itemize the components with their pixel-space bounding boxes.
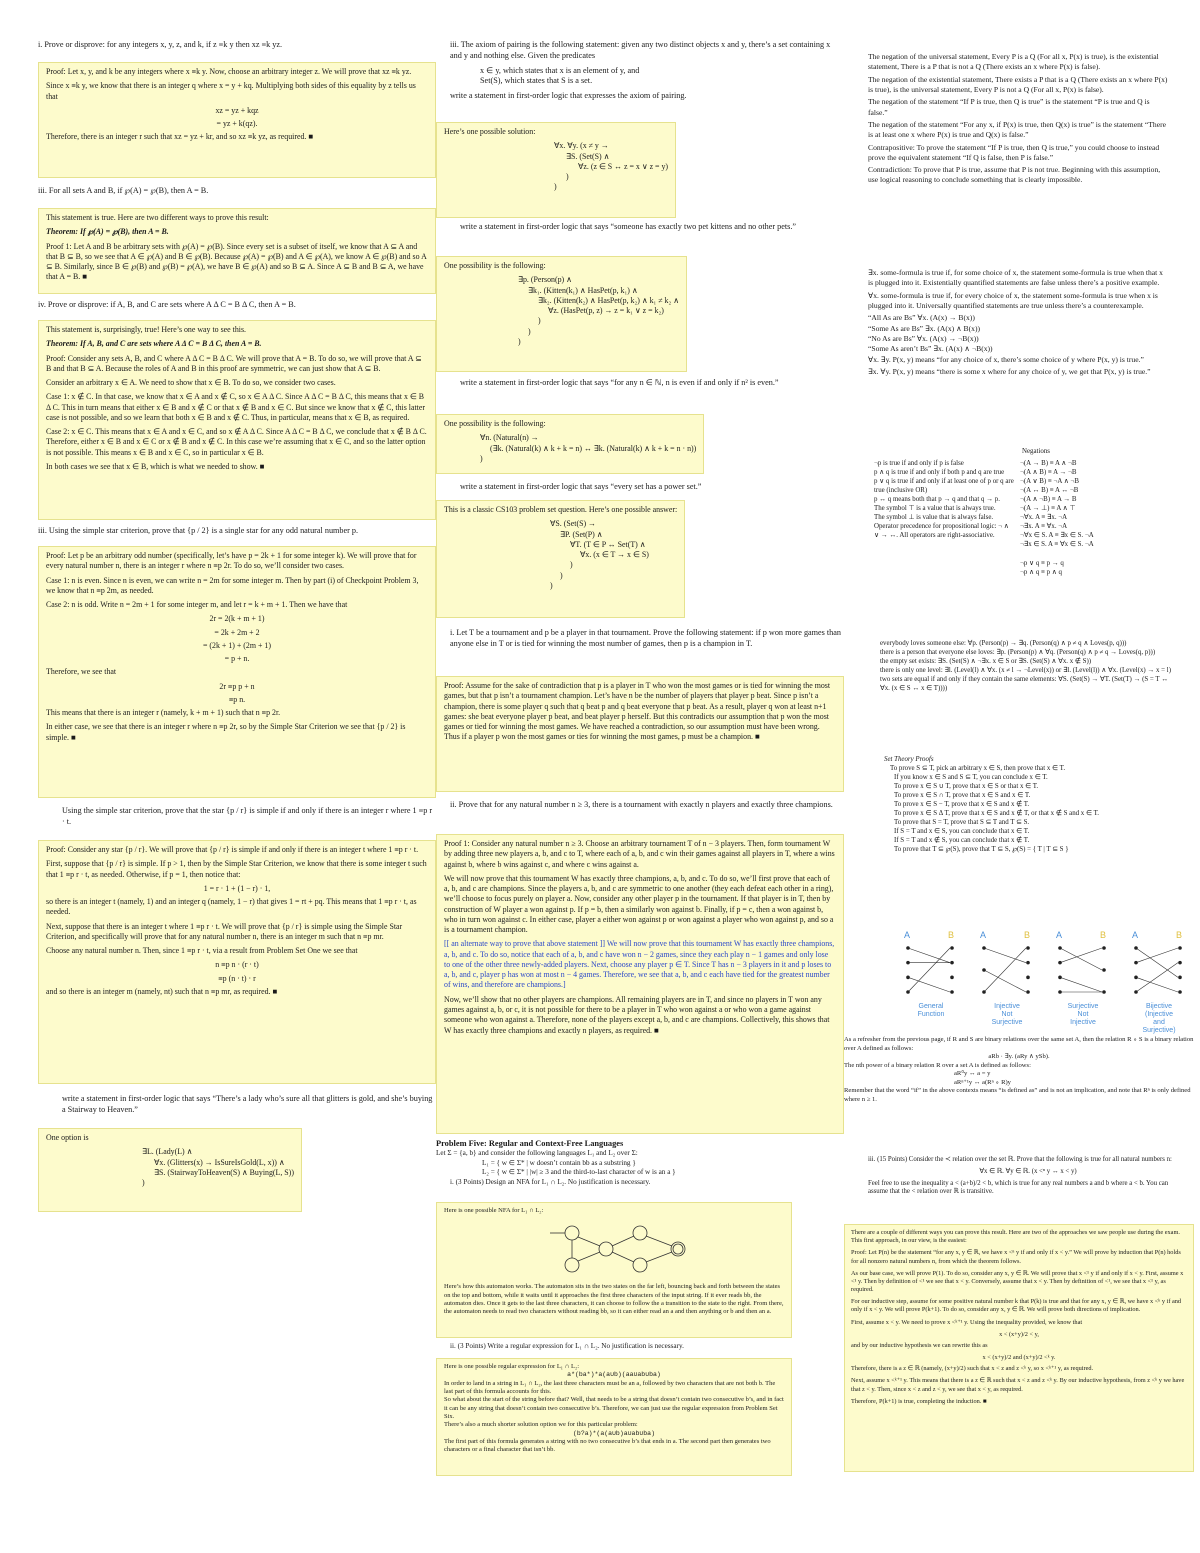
proof-text: Here’s how this automaton works. The automaton sits in the two states on the far left, bouncing back and forth between the states on the top and bottom, while it waits until it approaches the first three characters of the input string. If it ever reads bb, the automaton dies. Once it gets to the last three characters, it can choose to follow the a transition to the state to the right. From there, the automaton needs to read two characters without reading bb, so it can either read an a and then anything or b and then an a. — [444, 1283, 784, 1316]
proof-text: Therefore, P(k+1) is true, completing the induction. ■ — [851, 1397, 987, 1405]
domain-label: A — [1132, 930, 1139, 940]
question-text: write a statement in first-order logic that expresses the axiom of pairing. — [450, 91, 687, 101]
equation-line: = 2k + 2m + 2 — [214, 627, 260, 637]
question-powerset — [38, 186, 436, 197]
question-text: iii. For all sets A and B, if ℘(A) = ℘(B), then A = B. — [38, 186, 209, 195]
question-text: write a statement in first-order logic that says “someone has exactly two pet kittens and no other pets.” — [460, 222, 797, 231]
rule-line: To prove that S = T, prove that S ⊆ T and T ⊆ S. — [894, 818, 1030, 826]
problem-text: Let Σ = {a, b} and consider the following languages L₁ and L₂ over Σ: — [436, 1149, 638, 1158]
formula-line: ∃S. (Set(S) ∧ — [566, 151, 610, 161]
nfa-state — [633, 1226, 647, 1240]
alternate-proof-text: [[ an alternate way to prove that above statement ]] We will now prove that this tournament W has exactly three champions, a, b, and c. To do so, notice that each of a, b, and c have won n − 2 games, since they each play n − 1 games and only lose to one of the other three newly-added players. Next, choose any player p ∈ T. Since T has n − 3 players in it and p loses to a, b, and c, player p has won at most n − 4 games. Therefore, we see that a, b, and c each have tied for the greatest number of wins, and therefore are champions.] — [444, 939, 835, 990]
domain-label: A — [980, 930, 987, 940]
question-kittens — [460, 222, 844, 233]
equation-line: ∀x ∈ ℝ. ∀y ∈ ℝ. (x <ⁿ y ↔ x < y) — [979, 1167, 1077, 1175]
note-text: The negation of the statement “If P is true, then Q is true” is the statement “P is true and Q is false.” — [868, 97, 1150, 117]
rule-line: ¬∃x. A ≡ ∀x. ¬A — [1020, 522, 1068, 530]
note-text: Remember that the word “if” in the above contexts means “is defined as” and is not an implication, and note that Rⁿ is only defined where n ≥ 1. — [844, 1087, 1191, 1103]
question-lady — [62, 1094, 436, 1116]
question-champion — [450, 628, 844, 650]
codomain-label: B — [1024, 930, 1031, 940]
proof-text: In order to land in a string in L₁ ∩ L₂, the last three characters must be an a, followed by two characters that are not both b. The last part of this formula accounts for this. — [444, 1379, 776, 1395]
answer-powerset — [38, 208, 436, 294]
mapping-arrow — [908, 948, 950, 963]
question-symdiff — [38, 300, 436, 311]
example-line: there is a person that everyone else loves: ∃p. (Person(p) ∧ ∀q. (Person(q) ∧ p ≠ q → Loves(q, p))) — [880, 648, 1156, 656]
rule-line: To prove x ∈ S − T, prove that x ∈ S and x ∉ T. — [894, 800, 1030, 808]
note-text: Operator precedence for propositional logic: ¬ ∧ ∨ → ↔. All operators are right-associative. — [874, 522, 1009, 539]
diagram-caption: Surjective — [1067, 1003, 1099, 1010]
domain-point — [982, 990, 986, 994]
diagram-caption: (Injective — [1144, 1011, 1174, 1018]
question-even — [460, 378, 844, 389]
codomain-point — [950, 961, 954, 965]
answer-congruence — [38, 62, 436, 178]
question-text: write a statement in first-order logic that says “for any n ∈ ℕ, n is even if and only if n² is even.” — [460, 378, 779, 387]
formula-line: ∀z. (HasPet(p, z) → z = k₁ ∨ z = k₂) — [548, 306, 664, 316]
rule-line: To prove that T ⊆ ℘(S), prove that T ⊆ S, ℘(S) = { T | T ⊆ S } — [894, 845, 1069, 853]
formula-line: ) — [550, 580, 553, 590]
note-text: ∃x. some-formula is true if, for some choice of x, the statement some-formula is true when that x is plugged into it. Existentially quantified statements are false unless there’s a positive example. — [868, 268, 1163, 288]
example-line: two sets are equal if and only if they contain the same elements: ∀S. (Set(S) → ∀T. (Set(T) → (S = T ↔ ∀x. (x ∈ S ↔ x ∈ T)))) — [880, 675, 1169, 692]
formula — [444, 519, 677, 591]
function-diagram-svg — [1048, 928, 1118, 1028]
proof-text: This is a classic CS103 problem set question. Here’s one possible answer: — [444, 505, 678, 514]
formula-line: ∃S. (StairwayToHeaven(S) ∧ Buying(L, S)) — [154, 1167, 294, 1177]
codomain-point — [950, 976, 954, 980]
nfa-transition — [646, 1252, 672, 1262]
example-line: there is only one level: ∃l. (Level(l) ∧ ∀x. (x ≠ l → ¬Level(x)) or ∃l. (Level(l)) ∧ ∀x. (Level(x) → x = l) — [880, 666, 1172, 674]
formula-line: (∃k. (Natural(k) ∧ k + k = n) ↔ ∃k. (Natural(k) ∧ k + k = n · n)) — [490, 443, 697, 453]
proof-text: Next, suppose that there is an integer t where 1 ≡p r · t. We will prove that {p / r} is simple using the Simple Star Criterion, and specifically will prove that for any natural number n, there is an integer m such that n ≡p mr. — [46, 921, 403, 941]
nfa-transition — [646, 1236, 672, 1246]
equation-line: 1 = r · 1 + (1 − r) · 1, — [203, 883, 271, 893]
proof-text: Proof: Let p be an arbitrary odd number (specifically, let’s have p = 2k + 1 for some integer k). We will prove that for every natural number n, there is an integer r where n ≡p 2r. To do so, we’ll consider two cases. — [46, 551, 417, 571]
equation-line: aRb · ∃y. (aRy ∧ ySb). — [988, 1053, 1050, 1061]
formula — [444, 275, 679, 347]
equation-line: x < (x+y)/2 < y, — [999, 1330, 1039, 1338]
domain-label: A — [1056, 930, 1063, 940]
domain-point — [906, 946, 910, 950]
diagram-caption: Not — [1077, 1011, 1089, 1018]
function-diagram-surjective — [1048, 928, 1118, 1032]
function-diagram-bijective — [1124, 928, 1194, 1032]
rule-line: To prove x ∈ S ∪ T, prove that x ∈ S or that x ∈ T. — [894, 782, 1039, 790]
answer-nfa — [436, 1202, 792, 1338]
answer-relation — [844, 1224, 1194, 1472]
mapping-arrow — [908, 948, 950, 992]
answer-kittens — [436, 256, 687, 372]
mapping-arrow — [984, 948, 1026, 963]
equation-line: ≡p (n · t) · r — [218, 973, 256, 983]
diagram-caption: Surjective) — [1142, 1027, 1176, 1034]
question-text: i. (3 Points) Design an NFA for L₁ ∩ L₂. No justification is necessary. — [450, 1177, 651, 1186]
domain-point — [1134, 976, 1138, 980]
proof-text: and so there is an integer m (namely, nt) such that n ≡p mr, as required. ■ — [46, 986, 278, 996]
rule-line: ¬(A ↔ B) ≡ A ↔ ¬B — [1020, 486, 1079, 494]
domain-point — [906, 976, 910, 980]
codomain-label: B — [948, 930, 955, 940]
domain-point — [1134, 990, 1138, 994]
proof-text: In either case, we see that there is an integer r where n ≡p 2r, so by the Simple Star Criterion we see that {p / 2} is simple. ■ — [46, 722, 406, 742]
formula-line: ∃P. (Set(P) ∧ — [560, 529, 603, 539]
formula-line: ) — [538, 316, 541, 326]
proof-text: In both cases we see that x ∈ B, which is what we needed to show. ■ — [46, 461, 265, 471]
equation-line: aRⁿ⁺¹y ↔ a(Rⁿ ∘ R)y — [954, 1078, 1011, 1086]
proof-text: Consider an arbitrary x ∈ A. We need to show that x ∈ B. To do so, we consider two cases. — [46, 378, 336, 388]
codomain-point — [1102, 946, 1106, 950]
language-definition: L₂ = { w ∈ Σ* | |w| ≥ 3 and the third-to-last character of w is an a } — [482, 1168, 676, 1177]
formula-line: ∃k₂. (Kitten(k₂) ∧ HasPet(p, k₂) ∧ k₁ ≠ k₂ ∧ — [538, 295, 679, 305]
note-text: “Some As are Bs” ∃x. (A(x) ∧ B(x)) — [868, 323, 981, 333]
rule-line: If S = T and x ∉ S, you can conclude that x ∉ T. — [894, 836, 1030, 844]
proof-text: This means that there is an integer r (namely, k + m + 1) such that n ≡p 2r. — [46, 708, 281, 718]
question-three-champions — [450, 800, 844, 811]
note-text: ∀x. some-formula is true if, for every choice of x, the statement some-formula is true when x is plugged into it. Universally quantified statements are true unless there’s a counterexample. — [868, 290, 1158, 310]
question-text: Feel free to use the inequality a < (a+b)/2 < b, which is true for any real numbers a and b where a < b. You can assume that the < relation over ℝ is transitive. — [868, 1179, 1169, 1196]
diagram-caption: Injective — [994, 1003, 1020, 1010]
example-line: everybody loves someone else: ∀p. (Person(p) → ∃q. (Person(q) ∧ p ≠ q ∧ Loves(p, q))) — [880, 640, 1127, 647]
domain-point — [906, 990, 910, 994]
note-text: The negation of the statement “For any x, if P(x) is true, then Q(x) is true” is the statement “There is at least one x where P(x) is true and Q(x) is false.” — [868, 119, 1166, 140]
equation-line: aR⁰y ↔ a = y — [954, 1070, 991, 1078]
nfa-state — [599, 1242, 613, 1256]
mapping-arrow — [1060, 977, 1102, 992]
answer-star-iff — [38, 840, 436, 1084]
proof-text: Proof 1: Consider any natural number n ≥ 3. Choose an arbitrary tournament T of n − 3 players. Then, form tournament W by adding three new players a, b, and c to T, where each of a, b, and c win their games against all players in T, where a wins against b, where b wins against c, and where c wins against a. — [444, 839, 835, 869]
section-title: Set Theory Proofs — [884, 756, 934, 763]
proof-text: Here’s one possible solution: — [444, 127, 536, 136]
formula — [444, 433, 696, 464]
rule-line: ¬(A → B) ≡ A ∧ ¬B — [1020, 460, 1077, 467]
negation-rules — [1020, 460, 1140, 578]
domain-point — [1058, 990, 1062, 994]
codomain-point — [1026, 961, 1030, 965]
question-star-iff — [62, 806, 436, 828]
question-text: i. Let T be a tournament and p be a player in that tournament. Prove the following statement: if p won more games than anyone else in T or is tied for winning the most number of games, then p is a champion in T. — [450, 628, 842, 648]
question-text: x ∈ y, which states that x is an element of y, and — [480, 65, 640, 75]
proof-text: This statement is true. Here are two different ways to prove this result: — [46, 213, 269, 222]
answer-star — [38, 546, 436, 798]
proof-text: Proof: Assume for the sake of contradiction that p is a player in T who won the most games or is tied for winning the most games, but that p isn’t a tournament champion. Let’s have n be the number of players that player p beat. Since p isn’t a champion, there is some player q such that q beat p and q beat everyone that p beat. As a result, player q won at least n+1 games: she beat everyone player p beat, and beat player p herself. But this contradicts our assumption that p won the most games or tied for winning the most games. We have reached a contradiction, so our assumption must have been wrong. Thus if a player p won the most games or ties for winning the most games, p must be a champion. ■ — [444, 681, 831, 742]
nfa-state — [565, 1226, 579, 1240]
nfa-state — [633, 1258, 647, 1272]
proof-text: One option is — [46, 1133, 89, 1142]
proof-text: So what about the start of the string before that? Well, that needs to be a string that doesn’t contain two consecutive b’s, and in fact it can be any string that doesn’t contain two consecutive b’s. Therefore, we can just use the regular expression from Problem Set Six. — [444, 1396, 784, 1420]
codomain-label: B — [1100, 930, 1107, 940]
question-regex — [450, 1342, 804, 1352]
mapping-arrow — [1136, 948, 1178, 963]
answer-pairing — [436, 122, 676, 218]
mapping-arrow — [1060, 948, 1102, 970]
codomain-point — [1178, 946, 1182, 950]
answer-even — [436, 414, 704, 474]
regex-line: a*(ba*)*a(a∪b)(aa∪ab∪ba) — [567, 1371, 661, 1379]
codomain-point — [950, 990, 954, 994]
formula-line: ) — [480, 453, 483, 463]
question-text: write a statement in first-order logic that says “every set has a power set.” — [460, 482, 702, 491]
rule-line: ¬∀x ∈ S. A ≡ ∃x ∈ S. ¬A — [1020, 531, 1094, 539]
proof-text: Proof: Let P(n) be the statement “for any x, y ∈ ℝ, we have x <ⁿ y if and only if x < y.” We will prove by induction that P(n) holds for all nonzero natural numbers n, from which the theorem follows. — [851, 1249, 1181, 1265]
rule-line: ¬p ∨ q ≡ p → q — [1020, 559, 1064, 567]
note-text: “All As are Bs” ∀x. (A(x) → B(x)) — [868, 313, 975, 323]
rule-line: ¬∀x. A ≡ ∃x. ¬A — [1020, 513, 1068, 521]
proof-text: One possibility is the following: — [444, 419, 546, 428]
nfa-diagram — [544, 1217, 704, 1281]
mapping-arrow — [1136, 963, 1178, 992]
function-diagram-svg — [972, 928, 1042, 1028]
note-text: p ∧ q is true if and only if both p and q are true — [874, 468, 1005, 476]
question-text: write a statement in first-order logic that says “There’s a lady who’s sure all that glitters is gold, and she’s buying a Stairway to Heaven.” — [62, 1094, 433, 1114]
diagram-caption: Injective — [1070, 1019, 1096, 1026]
domain-point — [1134, 946, 1138, 950]
proof-text: As our base case, we will prove P(1). To do so, consider any x, y ∈ ℝ. We will prove that x <¹ y if and only if x < y. First, assume x <¹ y. Then by definition of <¹ we see that x < y. Conversely, assume that x < y. Then by definition of <¹, we see that x <¹ y, as required. — [851, 1269, 1184, 1294]
codomain-point — [1178, 976, 1182, 980]
rule-line: ¬(A → ⊥) ≡ A ∧ ⊤ — [1020, 504, 1076, 512]
mapping-arrow — [1136, 948, 1178, 977]
language-definition: L₁ = { w ∈ Σ* | w doesn’t contain bb as a substring } — [482, 1158, 636, 1167]
domain-point — [1134, 961, 1138, 965]
function-diagram-general — [896, 928, 966, 1032]
note-text: “Some As aren’t Bs” ∃x. (A(x) ∧ ¬B(x)) — [868, 344, 993, 354]
question-text: iii. (15 Points) Consider the ≺ relation over the set ℝ. Prove that the following is true for all natural numbers n: — [868, 1156, 1172, 1163]
equation-line: n ≡p n · (r · t) — [215, 960, 259, 970]
question-pairing — [450, 40, 844, 106]
proof-text: Here is one possible regular expression for L₁ ∩ L₂: — [444, 1363, 580, 1370]
question-text: Using the simple star criterion, prove that the star {p / r} is simple if and only if there is an integer r where 1 ≡p r · t. — [62, 806, 433, 826]
equation-line: ≡p n. — [228, 694, 246, 704]
codomain-point — [1178, 990, 1182, 994]
equation-line: xz = yz + kqz — [215, 105, 259, 115]
codomain-point — [1026, 976, 1030, 980]
formula-line: ) — [570, 560, 573, 570]
answer-champion — [436, 676, 844, 792]
proof-text: First, suppose that {p / r} is simple. If p > 1, then by the Simple Star Criterion, we know that there is some integer t such that 1 ≡p r · t, as needed. Otherwise, if p = 1, then notice that: — [46, 859, 427, 879]
note-text: p ∨ q is true if and only if at least one of p or q are true (inclusive OR) — [874, 477, 1014, 494]
formula-line: ∀x. (Glitters(x) → IsSureIsGold(L, x)) ∧ — [154, 1157, 285, 1167]
rule-line: To prove x ∈ S Δ T, prove that x ∈ S and x ∉ T, or that x ∉ S and x ∈ T. — [894, 809, 1099, 817]
proof-text: There are a couple of different ways you can prove this result. Here are two of the approaches we saw people use during the exam. This first approach, in our view, is the easiest: — [851, 1229, 1180, 1245]
proof-text: This statement is, surprisingly, true! Here’s one way to see this. — [46, 325, 247, 334]
problem-five-header — [436, 1138, 804, 1187]
formula-line: ∃L. (Lady(L) ∧ — [142, 1147, 193, 1157]
logic-examples — [880, 640, 1172, 694]
relation-notes — [844, 1036, 1194, 1105]
codomain-label: B — [1176, 930, 1183, 940]
question-text: iii. The axiom of pairing is the following statement: given any two distinct objects x and y, there’s a set containing x and y and nothing else. Given the predicates — [450, 40, 831, 60]
diagram-caption: and — [1153, 1019, 1165, 1026]
equation-line: x < (x+y)/2 and (x+y)/2 <ᵏ y. — [982, 1354, 1056, 1362]
note-text: “No As are Bs” ∀x. (A(x) → ¬B(x)) — [868, 333, 979, 343]
proof-text: Proof: Consider any star {p / r}. We will prove that {p / r} is simple if and only if there is an integer t where 1 ≡p r · t. — [46, 845, 419, 854]
truth-notes — [874, 460, 1014, 541]
note-text: The nth power of a binary relation R over a set A is defined as follows: — [844, 1061, 1031, 1069]
equation-line: = p + n. — [224, 654, 250, 664]
function-diagram-svg — [1124, 928, 1194, 1034]
proof-text: One possibility is the following: — [444, 261, 546, 270]
note-text: p ↔ q means both that p → q and that q → p. — [874, 495, 1000, 503]
proof-text: Proof: Consider any sets A, B, and C where A Δ C = B Δ C. We will prove that A = B. To do so, we will prove that A ⊆ B and that B ⊆ A. Because the roles of A and B in this proof are symmetric, we can just show that A ⊆ B. — [46, 353, 422, 373]
equation-line: 2r = 2(k + m + 1) — [209, 614, 265, 624]
question-text: iv. Prove or disprove: if A, B, and C are sets where A Δ C = B Δ C, then A = B. — [38, 300, 296, 309]
proof-text: Here is one possible NFA for L₁ ∩ L₂: — [444, 1207, 544, 1214]
equation-line: 2r ≡p p + n — [219, 681, 255, 691]
note-text: ∃x. ∀y. P(x, y) means “there is some x where for any choice of y, we get that P(x, y) is true.” — [868, 366, 1151, 376]
codomain-point — [950, 946, 954, 950]
nfa-transition — [612, 1252, 634, 1262]
domain-point — [906, 961, 910, 965]
rule-line: If S = T and x ∈ S, you can conclude that x ∈ T. — [894, 827, 1030, 835]
function-diagram-injective — [972, 928, 1042, 1032]
nfa-transition — [578, 1252, 600, 1261]
formula-line: ) — [554, 182, 557, 192]
proof-text: Therefore, there is a z ∈ ℝ (namely, (x+y)/2) such that x < z and z <ᵏ y, so x <ᵏ⁺¹ y, as required. — [851, 1365, 1094, 1373]
formula-line: ) — [566, 172, 569, 182]
formula-line: ∀T. (T ∈ P ↔ Set(T) ∧ — [570, 539, 646, 549]
proof-text: Proof 1: Let A and B be arbitrary sets with ℘(A) = ℘(B). Since every set is a subset of itself, we know that A ⊆ A and that B ⊆ B, so we see that A ∈ ℘(A) and B ∈ ℘(B). Because ℘(A) = ℘(B) and A ∈ ℘(A), we know A ∈ ℘(B) and so A ⊆ B. Similarly, since B ∈ ℘(B) and ℘(B) = ℘(A), we have B ∈ ℘(A) and so B ⊆ A. Since A ⊆ B and B ⊆ A, we have that A = B. ■ — [46, 241, 427, 282]
nfa-state — [565, 1258, 579, 1272]
note-text: The negation of the existential statement, There exists a P that is a Q (There exists an x where P(x) is true), is the universal statement, Every P is not a Q (For all x, P(x) is false). — [868, 74, 1168, 94]
formula-line: ) — [560, 570, 563, 580]
domain-point — [1058, 976, 1062, 980]
proof-text: There’s also a much shorter solution option we for this particular problem: — [444, 1421, 638, 1429]
equation-line: = (2k + 1) + (2m + 1) — [203, 640, 271, 650]
negation-notes — [868, 52, 1168, 188]
proof-text: We will now prove that this tournament W has exactly three champions, a, b, and c. To do so, we’ll first prove that each of a, b, and c are champions. Since the players a, b, and c are symmetric to one another (they each defeat each other in a ring), we’ll choose to focus purely on player a. Now, consider any other player p in the tournament. If that player is in T, then by construction of W player a won against p. If p = b, then a similarly won against b. Finally, if p = c, then a won against b, who in turn won against c. In either case, player a either won against p or won against a player who won against p, and so a is a tournament champion. — [444, 873, 834, 935]
theorem-text: Theorem: If A, B, and C are sets where A Δ C = B Δ C, then A = B. — [46, 339, 262, 349]
formula-line: ∀x. (x ∈ T → x ∈ S) — [580, 550, 649, 560]
rule-line: ¬∃x ∈ S. A ≡ ∀x ∈ S. ¬A — [1020, 540, 1094, 548]
nfa-transition — [612, 1236, 634, 1246]
rule-line: ¬(A ∧ B) ≡ A → ¬B — [1020, 468, 1077, 476]
proof-text: Now, we’ll show that no other players are champions. All remaining players are in T, and since no players in T won any games against a, b, or c, it is not possible for there to be a player in T who won against a or who won a game against someone who won against a. Therefore, none of the players except a, b, and c are champions. Collectively, this shows that W has exactly three champions and exactly n players, as required. ■ — [444, 994, 830, 1035]
question-text: iii. Using the simple star criterion, prove that {p / 2} is a single star for any odd natural number p. — [38, 526, 359, 535]
quantifier-notes — [868, 268, 1168, 379]
case-text: Case 2: n is odd. Write n = 2m + 1 for some integer m, and let r = k + m + 1. Then we have that — [46, 600, 348, 610]
formula-line: ∃p. (Person(p) ∧ — [518, 275, 572, 285]
equation-line: = yz + k(qz). — [216, 119, 258, 129]
regex-line: (b?a)*(a(a∪b)a∪ab∪ba) — [573, 1429, 655, 1437]
formula-line: ) — [528, 326, 531, 336]
domain-point — [1058, 946, 1062, 950]
domain-point — [1058, 961, 1062, 965]
mapping-arrow — [1060, 948, 1102, 963]
theorem-text: Theorem: If ℘(A) = ℘(B), then A = B. — [46, 227, 169, 237]
proof-text: Next, assume x <ᵏ⁺¹ y. This means that there is a z ∈ ℝ such that x < z and z <ᵏ y. By our inductive hypothesis, from z <ᵏ y we have that z < y. Then, since x < z and z < y, we see that x < y, as required. — [851, 1377, 1185, 1393]
domain-label: A — [904, 930, 911, 940]
nfa-transition — [578, 1237, 600, 1246]
codomain-point — [1026, 946, 1030, 950]
question-star — [38, 526, 436, 537]
case-text: Case 1: x ∉ C. In that case, we know that x ∈ A and x ∉ C, so x ∈ A Δ C. Since A Δ C = B Δ C, this means that x ∈ B Δ C. This in turn means that either x ∈ B and x ∉ C or that x ∉ B and x ∈ C. But since we know that x ∉ C, this latter case is not possible, and so we learn that both x ∈ B and x ∉ C. Thus, in particular, means that x ∈ B, as required. — [46, 392, 425, 422]
formula-line: ∀z. (z ∈ S ↔ z = x ∨ z = y) — [578, 161, 669, 171]
proof-text: Proof: Let x, y, and k be any integers where x ≡k y. Now, choose an arbitrary integer z. We will prove that xz ≡k yz. — [46, 67, 412, 76]
case-text: Case 1: n is even. Since n is even, we can write n = 2m for some integer m. Then by part (i) of Checkpoint Problem 3, we know that n ≡p 2m, as needed. — [46, 575, 419, 595]
diagram-caption: Surjective — [991, 1019, 1023, 1026]
note-text: As a refresher from the previous page, if R and S are binary relations over the same set A, then the relation R ∘ S is a binary relation over A defined as follows: — [844, 1036, 1194, 1052]
rule-line: If you know x ∈ S and S ⊆ T, you can conclude x ∈ T. — [894, 773, 1048, 781]
diagram-caption: Bijective — [1145, 1003, 1173, 1010]
proof-text: Choose any natural number n. Then, since 1 ≡p r · t, via a result from Problem Set One we see that — [46, 946, 358, 956]
proof-text: First, assume x < y. We need to prove x <ᵏ⁺¹ y. Using the inequality provided, we know that — [851, 1318, 1083, 1326]
question-text: i. Prove or disprove: for any integers x, y, z, and k, if z ≡k y then xz ≡k yz. — [38, 40, 283, 49]
proof-text: and by our inductive hypothesis we can rewrite this as — [851, 1341, 988, 1349]
question-text: ii. Prove that for any natural number n ≥ 3, there is a tournament with exactly n players and exactly three champions. — [450, 800, 833, 809]
formula-line: ) — [142, 1178, 145, 1188]
function-diagrams — [896, 928, 1196, 1034]
diagram-caption: General — [918, 1003, 944, 1010]
proof-text: Therefore, we see that — [46, 667, 117, 677]
domain-point — [982, 968, 986, 972]
diagram-caption: Function — [917, 1011, 945, 1018]
codomain-point — [1178, 961, 1182, 965]
proof-text: For our inductive step, assume for some positive natural number k that P(k) is true and that for any x, y ∈ ℝ, we have x <ᵏ y if and only if x < y. We will prove P(k+1). To do so, consider any x, y ∈ ℝ. We will prove both directions of implication. — [851, 1298, 1182, 1314]
mapping-arrow — [984, 970, 1026, 992]
set-theory-proofs — [884, 756, 1174, 855]
answer-symdiff — [38, 320, 436, 520]
note-text: ¬p is true if and only if p is false — [874, 460, 964, 467]
formula — [444, 141, 668, 192]
mapping-arrow — [908, 977, 950, 992]
rule-line: ¬(A ∨ B) ≡ ¬A ∧ ¬B — [1020, 477, 1079, 485]
question-text: Set(S), which states that S is a set. — [480, 76, 593, 86]
mapping-arrow — [1136, 977, 1178, 992]
function-diagram-svg — [896, 928, 966, 1028]
formula-line: ∀x. ∀y. (x ≠ y → — [554, 141, 609, 151]
codomain-point — [1026, 990, 1030, 994]
negations-title: Negations — [1022, 448, 1050, 455]
question-relation — [868, 1156, 1188, 1197]
answer-three-champions — [436, 834, 844, 1134]
formula — [46, 1147, 294, 1188]
rule-line: To prove S ⊆ T, pick an arbitrary x ∈ S, then prove that x ∈ T. — [890, 764, 1066, 772]
codomain-point — [1102, 968, 1106, 972]
proof-text: Since x ≡k y, we know that there is an integer q where x = y + kq. Multiplying both sides of this equality by z tells us that — [46, 81, 416, 101]
note-text: The symbol ⊤ is a value that is always true. — [874, 504, 996, 512]
mapping-arrow — [984, 948, 1026, 992]
formula-line: ∀S. (Set(S) → — [550, 519, 596, 529]
proof-text: The first part of this formula generates a string with no two consecutive b’s that ends in a. The second part then generates two characters or a final character that isn’t bb. — [444, 1437, 771, 1454]
proof-text: so there is an integer t (namely, 1) and an integer q (namely, 1 − r) that gives 1 = rt + pq. This means that 1 ≡p r · t, as needed. — [46, 897, 417, 917]
answer-powerset-fol — [436, 500, 685, 618]
note-text: Contrapositive: To prove the statement “If P is true, then Q is true,” you could choose to instead prove the equivalent statement “If Q is false, then P is false.” — [868, 142, 1160, 162]
answer-lady — [38, 1128, 302, 1212]
formula-line: ∃k₁. (Kitten(k₁) ∧ HasPet(p, k₁) ∧ — [528, 285, 638, 295]
question-text: ii. (3 Points) Write a regular expression for L₁ ∩ L₂. No justification is necessary. — [450, 1342, 684, 1350]
section-title: Problem Five: Regular and Context-Free Languages — [436, 1139, 624, 1148]
formula-line: ∀n. (Natural(n) → — [480, 433, 539, 443]
note-text: The symbol ⊥ is value that is always false. — [874, 513, 994, 521]
rule-line: To prove x ∈ S ∩ T, prove that x ∈ S and x ∈ T. — [894, 791, 1031, 799]
answer-regex — [436, 1358, 792, 1476]
codomain-point — [1102, 990, 1106, 994]
question-powerset-fol — [460, 482, 844, 493]
case-text: Case 2: x ∈ C. This means that x ∈ A and x ∈ C, and so x ∉ A Δ C. Since A Δ C = B Δ C, we conclude that x ∉ B Δ C. Therefore, either x ∈ B and x ∈ C or x ∉ B and x ∉ C. In this case we’re assuming that x ∈ C, and so the latter option is not possible. This means x ∈ B and x ∈ C, so in particular x ∈ B. — [46, 427, 427, 457]
diagram-caption: Not — [1001, 1011, 1013, 1018]
note-text: ∀x. ∃y. P(x, y) means “for any choice of x, there’s some choice of y where P(x, y) is true.” — [868, 354, 1144, 364]
domain-point — [982, 946, 986, 950]
note-text: Contradiction: To prove that P is true, assume that P is not true. Beginning with this assumption, use logical reasoning to conclude something that is clearly impossible. — [868, 165, 1161, 185]
formula-line: ) — [518, 336, 521, 346]
example-line: the empty set exists: ∃S. (Set(S) ∧ ¬∃x. x ∈ S or ∃S. (Set(S) ∧ ∀x. x ∉ S)) — [880, 657, 1092, 665]
proof-text: Therefore, there is an integer r such that xz = yz + kr, and so xz ≡k yz, as required. ■ — [46, 132, 314, 142]
rule-line: ¬(A ∧ ¬B) ≡ A → B — [1020, 495, 1077, 503]
nfa-accept-ring — [673, 1244, 683, 1254]
question-congruence — [38, 40, 436, 51]
note-text: The negation of the universal statement, Every P is a Q (For all x, P(x) is true), is the existential statement, There is a P that is not a Q (There exists an x where P(x) is false). — [868, 52, 1159, 72]
rule-line: ¬p ∧ q ≡ p ∧ q — [1020, 568, 1062, 576]
